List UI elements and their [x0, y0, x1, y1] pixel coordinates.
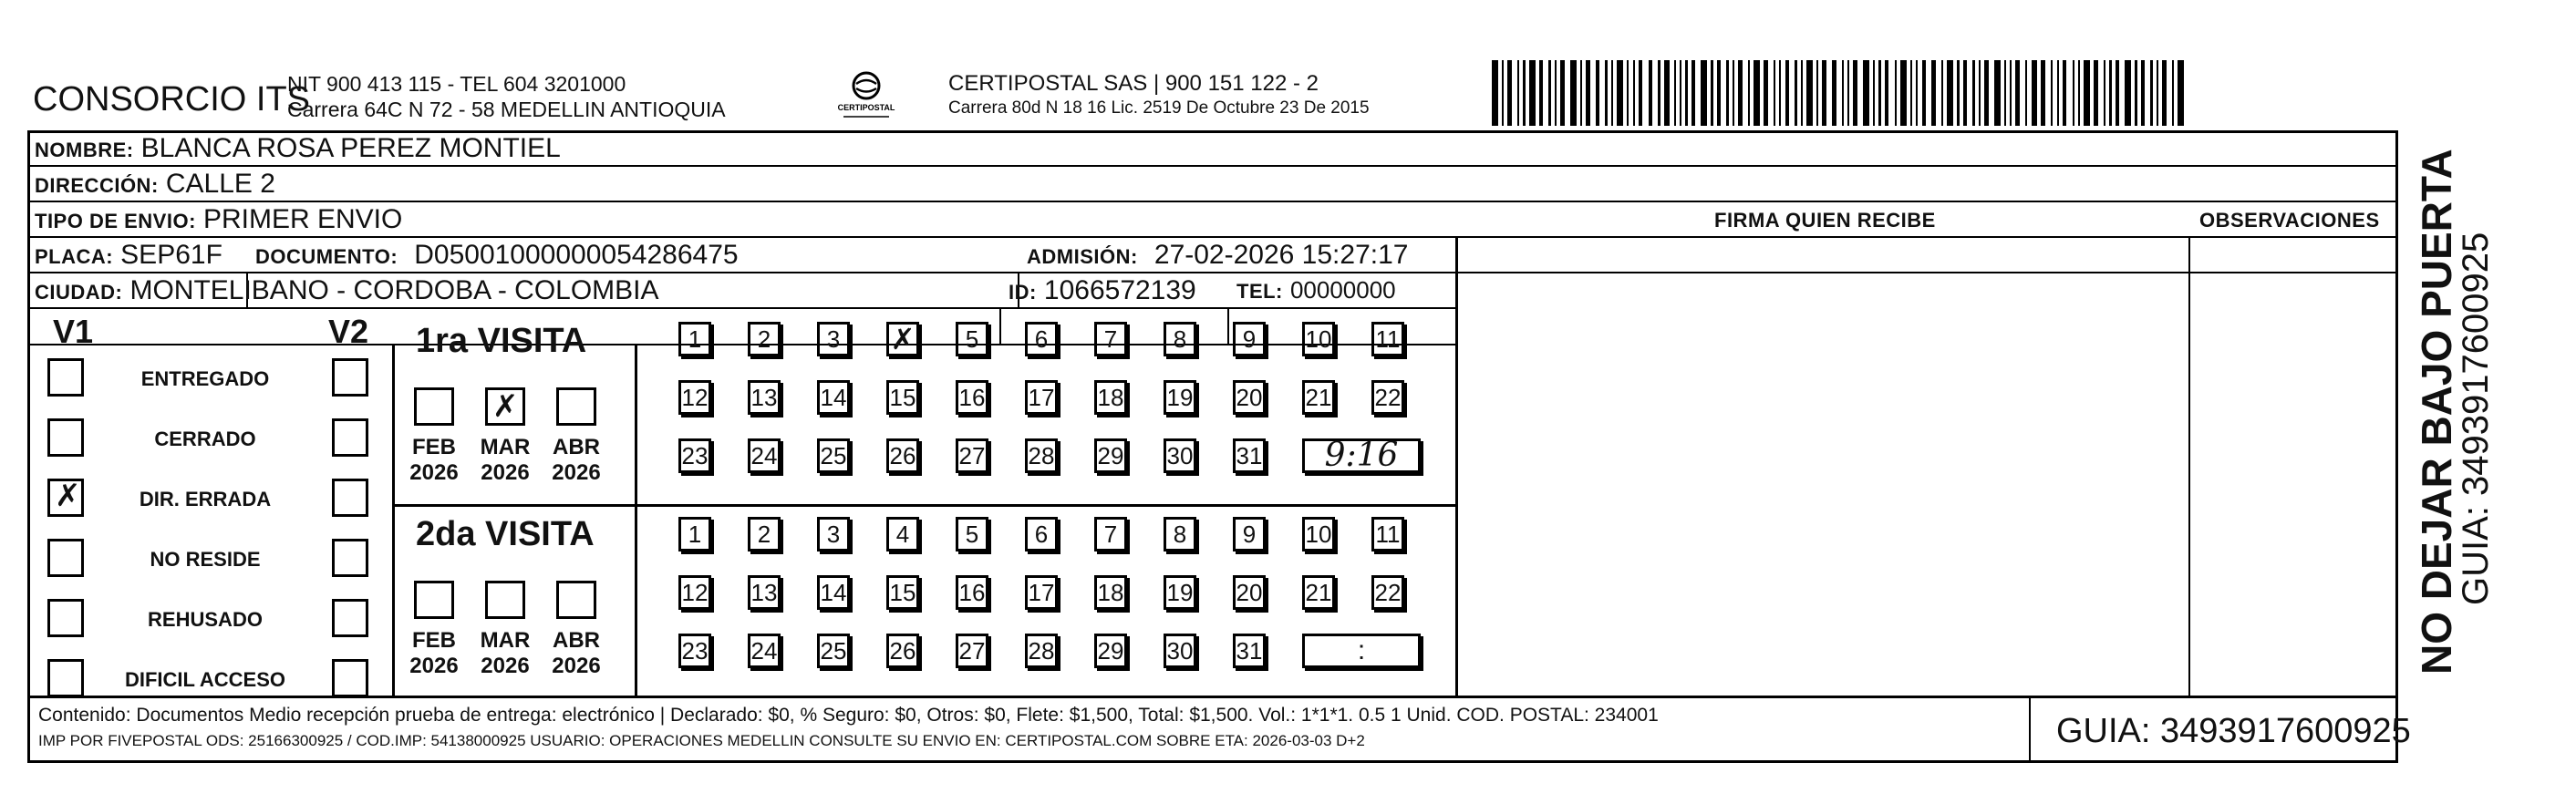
- barcode-bar: [2041, 60, 2045, 126]
- ciudad-value: MONTELIBANO - CORDOBA - COLOMBIA: [129, 275, 659, 305]
- barcode-bar: [1822, 60, 1826, 126]
- day-box[interactable]: 28: [1025, 634, 1058, 668]
- barcode-bar: [1853, 60, 1857, 126]
- barcode-bar: [1570, 60, 1577, 126]
- day-box[interactable]: 29: [1094, 438, 1127, 473]
- barcode-bar: [2162, 60, 2167, 126]
- month-label: MAR: [480, 435, 531, 459]
- barcode-bar: [1539, 60, 1544, 126]
- day-box[interactable]: 7: [1094, 517, 1127, 551]
- placa-value: SEP61F: [120, 240, 222, 270]
- barcode-bar: [1586, 60, 1590, 126]
- tipo-envio-label: TIPO DE ENVIO:: [35, 210, 196, 232]
- day-box[interactable]: 25: [817, 438, 850, 473]
- v1-checkbox-4[interactable]: [47, 539, 84, 577]
- barcode-bar: [1680, 60, 1681, 126]
- day-box[interactable]: 2: [748, 322, 781, 356]
- day-box[interactable]: 3: [817, 517, 850, 551]
- barcode-bar: [1941, 60, 1943, 126]
- day-box[interactable]: 22: [1371, 380, 1404, 415]
- barcode-bar: [1639, 60, 1643, 126]
- day-box[interactable]: 9: [1233, 322, 1266, 356]
- barcode-bar: [1617, 60, 1623, 126]
- logo-text: CERTIPOSTAL: [837, 103, 895, 112]
- visit-time-box[interactable]: 9:16: [1302, 438, 1421, 473]
- barcode-bar: [1922, 60, 1927, 126]
- nombre-label: NOMBRE:: [35, 139, 134, 161]
- day-box[interactable]: 10: [1302, 517, 1335, 551]
- day-box[interactable]: 16: [956, 380, 988, 415]
- day-box[interactable]: 27: [956, 634, 988, 668]
- barcode-bar: [1764, 60, 1768, 126]
- tipo-envio-value: PRIMER ENVIO: [202, 204, 403, 234]
- year-label: 2026: [552, 654, 601, 678]
- barcode-bar: [1801, 60, 1803, 126]
- barcode-bar: [1529, 60, 1536, 126]
- day-check-mark: ✗: [890, 322, 916, 356]
- footer-guia: GUIA: 3493917600925: [2056, 712, 2411, 750]
- day-box[interactable]: 21: [1302, 380, 1335, 415]
- day-box[interactable]: 5: [956, 322, 988, 356]
- month-label: FEB: [412, 628, 456, 653]
- status-option-label: DIFICIL ACCESO: [124, 668, 285, 691]
- day-box[interactable]: 29: [1094, 634, 1127, 668]
- v1-check-mark: ✗: [55, 478, 81, 514]
- day-box[interactable]: 7: [1094, 322, 1127, 356]
- certipostal-address: Carrera 80d N 18 16 Lic. 2519 De Octubre 23 De 2015: [948, 98, 1370, 118]
- day-box[interactable]: 22: [1371, 575, 1404, 610]
- barcode-bar: [1863, 60, 1869, 126]
- day-box[interactable]: 1: [678, 517, 711, 551]
- day-box[interactable]: 9: [1233, 517, 1266, 551]
- barcode-bar: [2032, 60, 2038, 126]
- barcode-bar: [2172, 60, 2174, 126]
- id-value: 1066572139: [1043, 275, 1196, 305]
- month-label: ABR: [553, 628, 600, 653]
- month-label: ABR: [553, 435, 600, 459]
- day-box[interactable]: 25: [817, 634, 850, 668]
- day-box[interactable]: 30: [1164, 438, 1196, 473]
- day-box[interactable]: 8: [1164, 517, 1196, 551]
- day-box[interactable]: 4: [886, 517, 919, 551]
- barcode-bar: [1555, 60, 1557, 126]
- day-box[interactable]: 30: [1164, 634, 1196, 668]
- barcode-bar: [2078, 60, 2080, 126]
- company-name: CONSORCIO ITS: [33, 80, 311, 119]
- barcode-bar: [1979, 60, 1981, 126]
- month-label: FEB: [412, 435, 456, 459]
- admision-value: 27-02-2026 15:27:17: [1154, 240, 1409, 270]
- barcode-bar: [1931, 60, 1936, 126]
- day-box[interactable]: 12: [678, 380, 711, 415]
- day-box[interactable]: 23: [678, 634, 711, 668]
- v2-header: V2: [328, 313, 369, 350]
- day-box[interactable]: 11: [1371, 517, 1404, 551]
- barcode-bar: [2025, 60, 2027, 126]
- day-box[interactable]: 31: [1233, 438, 1266, 473]
- barcode-bar: [1779, 60, 1781, 126]
- barcode-bar: [1900, 60, 1907, 126]
- barcode-bar: [1658, 60, 1660, 126]
- barcode-bar: [2084, 60, 2090, 126]
- barcode-bar: [1842, 60, 1844, 126]
- admision-label: ADMISIÓN:: [1027, 245, 1138, 268]
- barcode-bar: [1633, 60, 1635, 126]
- barcode-bar: [1972, 60, 1974, 126]
- barcode-bar: [1885, 60, 1889, 126]
- barcode-bar: [1963, 60, 1968, 126]
- barcode: [1492, 60, 2221, 126]
- day-box[interactable]: 20: [1233, 380, 1266, 415]
- barcode-bar: [1816, 60, 1818, 126]
- barcode-bar: [2135, 60, 2136, 126]
- status-option-label: NO RESIDE: [150, 548, 261, 571]
- barcode-bar: [2004, 60, 2006, 126]
- barcode-bar: [1748, 60, 1750, 126]
- barcode-bar: [1674, 60, 1676, 126]
- barcode-bar: [1947, 60, 1953, 126]
- v2-checkbox-4[interactable]: [332, 539, 368, 577]
- barcode-bar: [1733, 60, 1734, 126]
- ciudad-label: CIUDAD:: [35, 281, 123, 304]
- day-box[interactable]: 27: [956, 438, 988, 473]
- barcode-bar: [1785, 60, 1790, 126]
- day-box[interactable]: 28: [1025, 438, 1058, 473]
- documento-value: D05001000000054286475: [414, 240, 739, 270]
- barcode-bar: [2015, 60, 2020, 126]
- barcode-bar: [2010, 60, 2012, 126]
- v2-checkbox-2[interactable]: [332, 418, 368, 457]
- barcode-bar: [1560, 60, 1565, 126]
- barcode-bar: [1878, 60, 1880, 126]
- id-label: ID:: [1009, 281, 1037, 304]
- v1-checkbox-2[interactable]: [47, 418, 84, 457]
- year-label: 2026: [481, 654, 530, 678]
- status-option-label: ENTREGADO: [140, 367, 270, 390]
- v2-checkbox-1[interactable]: [332, 358, 368, 397]
- first-visit-title: 1ra VISITA: [416, 322, 587, 360]
- documento-label: DOCUMENTO:: [255, 245, 398, 268]
- day-box[interactable]: [886, 322, 919, 356]
- month-checkbox-feb[interactable]: [414, 387, 454, 426]
- barcode-bar: [1717, 60, 1722, 126]
- barcode-bar: [1910, 60, 1912, 126]
- barcode-bar: [1795, 60, 1796, 126]
- day-box[interactable]: 13: [748, 380, 781, 415]
- day-box[interactable]: 2: [748, 517, 781, 551]
- barcode-bar: [1580, 60, 1582, 126]
- month-checkbox-abr[interactable]: [556, 387, 596, 426]
- v1-header: V1: [53, 313, 94, 350]
- barcode-bar: [2094, 60, 2098, 126]
- direccion-value: CALLE 2: [165, 169, 275, 199]
- second-visit-title: 2da VISITA: [416, 515, 595, 553]
- barcode-bar: [2109, 60, 2111, 126]
- day-box[interactable]: 6: [1025, 517, 1058, 551]
- barcode-bar: [2104, 60, 2105, 126]
- footer-content-line: Contenido: Documentos Medio recepción prueba de entrega: electrónico | Declarado: $0, % Seguro: $0, Otros: $0, Flete: $1,500, Total: $1,500. Vol.: 1*1*1. 0.5 1 Unid. COD. POSTAL: 234001: [38, 705, 1659, 726]
- barcode-bar: [1847, 60, 1849, 126]
- barcode-bar: [1627, 60, 1629, 126]
- barcode-bar: [2063, 60, 2067, 126]
- barcode-bar: [1806, 60, 1813, 126]
- barcode-bar: [1832, 60, 1836, 126]
- placa-label: PLACA:: [35, 245, 114, 268]
- day-box[interactable]: 19: [1164, 380, 1196, 415]
- day-box[interactable]: 21: [1302, 575, 1335, 610]
- visit-time-box[interactable]: :: [1302, 634, 1421, 668]
- day-box[interactable]: 13: [748, 575, 781, 610]
- month-label: MAR: [480, 628, 531, 653]
- direccion-label: DIRECCIÓN:: [35, 174, 159, 197]
- day-box[interactable]: 11: [1371, 322, 1404, 356]
- barcode-bar: [1507, 60, 1512, 126]
- barcode-bar: [2073, 60, 2074, 126]
- day-box[interactable]: 15: [886, 380, 919, 415]
- barcode-bar: [2125, 60, 2131, 126]
- barcode-bar: [1517, 60, 1519, 126]
- day-box[interactable]: 10: [1302, 322, 1335, 356]
- status-option-label: CERRADO: [154, 428, 256, 450]
- barcode-bar: [1605, 60, 1607, 126]
- barcode-bar: [1548, 60, 1550, 126]
- v2-checkbox-3[interactable]: [332, 479, 368, 517]
- barcode-bar: [2141, 60, 2146, 126]
- day-box[interactable]: 18: [1094, 575, 1127, 610]
- barcode-bar: [1984, 60, 1989, 126]
- barcode-bar: [1994, 60, 2001, 126]
- day-box[interactable]: 18: [1094, 380, 1127, 415]
- v1-checkbox-5[interactable]: [47, 599, 84, 637]
- barcode-bar: [2051, 60, 2053, 126]
- day-box[interactable]: 1: [678, 322, 711, 356]
- barcode-bar: [1726, 60, 1728, 126]
- barcode-bar: [1664, 60, 1671, 126]
- day-box[interactable]: 6: [1025, 322, 1058, 356]
- barcode-bar: [2057, 60, 2059, 126]
- barcode-bar: [1711, 60, 1712, 126]
- year-label: 2026: [552, 460, 601, 485]
- barcode-bar: [2150, 60, 2152, 126]
- barcode-bar: [1754, 60, 1760, 126]
- company-line-2: Carrera 64C N 72 - 58 MEDELLIN ANTIOQUIA: [287, 98, 726, 121]
- barcode-bar: [1611, 60, 1613, 126]
- v1-checkbox-1[interactable]: [47, 358, 84, 397]
- tel-value: 00000000: [1289, 276, 1396, 304]
- status-option-label: DIR. ERRADA: [139, 488, 272, 510]
- barcode-bar: [1492, 60, 1498, 126]
- day-box[interactable]: 24: [748, 438, 781, 473]
- barcode-bar: [2116, 60, 2120, 126]
- side-guia: GUIA: 3493917600925: [2456, 232, 2496, 605]
- month-checkbox-mar[interactable]: [485, 581, 525, 619]
- year-label: 2026: [409, 654, 459, 678]
- day-box[interactable]: 8: [1164, 322, 1196, 356]
- day-box[interactable]: 5: [956, 517, 988, 551]
- day-box[interactable]: 12: [678, 575, 711, 610]
- year-label: 2026: [481, 460, 530, 485]
- company-line-1: NIT 900 413 115 - TEL 604 3201000: [287, 72, 626, 96]
- barcode-bar: [1774, 60, 1775, 126]
- month-checkbox-feb[interactable]: [414, 581, 454, 619]
- day-box[interactable]: 19: [1164, 575, 1196, 610]
- day-box[interactable]: 17: [1025, 575, 1058, 610]
- barcode-bar: [1685, 60, 1687, 126]
- shipping-form: [27, 130, 2411, 763]
- day-box[interactable]: 31: [1233, 634, 1266, 668]
- barcode-bar: [1649, 60, 1653, 126]
- barcode-bar: [1916, 60, 1918, 126]
- month-checkbox-abr[interactable]: [556, 581, 596, 619]
- day-box[interactable]: 24: [748, 634, 781, 668]
- barcode-bar: [1691, 60, 1696, 126]
- certipostal-logo: [834, 69, 898, 126]
- no-dejar-bajo-puerta: NO DEJAR BAJO PUERTA: [2413, 149, 2460, 675]
- barcode-bar: [1701, 60, 1707, 126]
- day-box[interactable]: 14: [817, 380, 850, 415]
- day-box[interactable]: 14: [817, 575, 850, 610]
- observaciones-header: OBSERVACIONES: [2199, 209, 2380, 232]
- day-box[interactable]: 20: [1233, 575, 1266, 610]
- day-box[interactable]: 16: [956, 575, 988, 610]
- day-box[interactable]: 15: [886, 575, 919, 610]
- status-option-label: REHUSADO: [148, 608, 263, 631]
- barcode-bar: [1523, 60, 1525, 126]
- nombre-value: BLANCA ROSA PEREZ MONTIEL: [140, 133, 561, 163]
- tel-label: TEL:: [1236, 280, 1283, 303]
- month-check-mark: ✗: [492, 388, 519, 425]
- v2-checkbox-6[interactable]: [332, 659, 368, 697]
- certipostal-title: CERTIPOSTAL SAS | 900 151 122 - 2: [948, 71, 1319, 96]
- barcode-bar: [1596, 60, 1600, 126]
- barcode-bar: [2178, 60, 2184, 126]
- barcode-bar: [1895, 60, 1897, 126]
- day-box[interactable]: 26: [886, 438, 919, 473]
- day-box[interactable]: 23: [678, 438, 711, 473]
- v2-checkbox-5[interactable]: [332, 599, 368, 637]
- barcode-bar: [1738, 60, 1743, 126]
- year-label: 2026: [409, 460, 459, 485]
- day-box[interactable]: 17: [1025, 380, 1058, 415]
- barcode-bar: [1502, 60, 1504, 126]
- barcode-bar: [1957, 60, 1959, 126]
- barcode-bar: [1873, 60, 1875, 126]
- day-box[interactable]: 3: [817, 322, 850, 356]
- footer-print-line: IMP POR FIVEPOSTAL ODS: 25166300925 / COD.IMP: 54138000925 USUARIO: OPERACIONES MEDELLIN CONSULTE SU ENVIO EN: CERTIPOSTAL.COM SOBRE ETA: 2026-03-03 D+2: [38, 732, 1365, 749]
- day-box[interactable]: 26: [886, 634, 919, 668]
- firma-header: FIRMA QUIEN RECIBE: [1714, 209, 1936, 232]
- v1-checkbox-6[interactable]: [47, 659, 84, 697]
- barcode-bar: [2157, 60, 2158, 126]
